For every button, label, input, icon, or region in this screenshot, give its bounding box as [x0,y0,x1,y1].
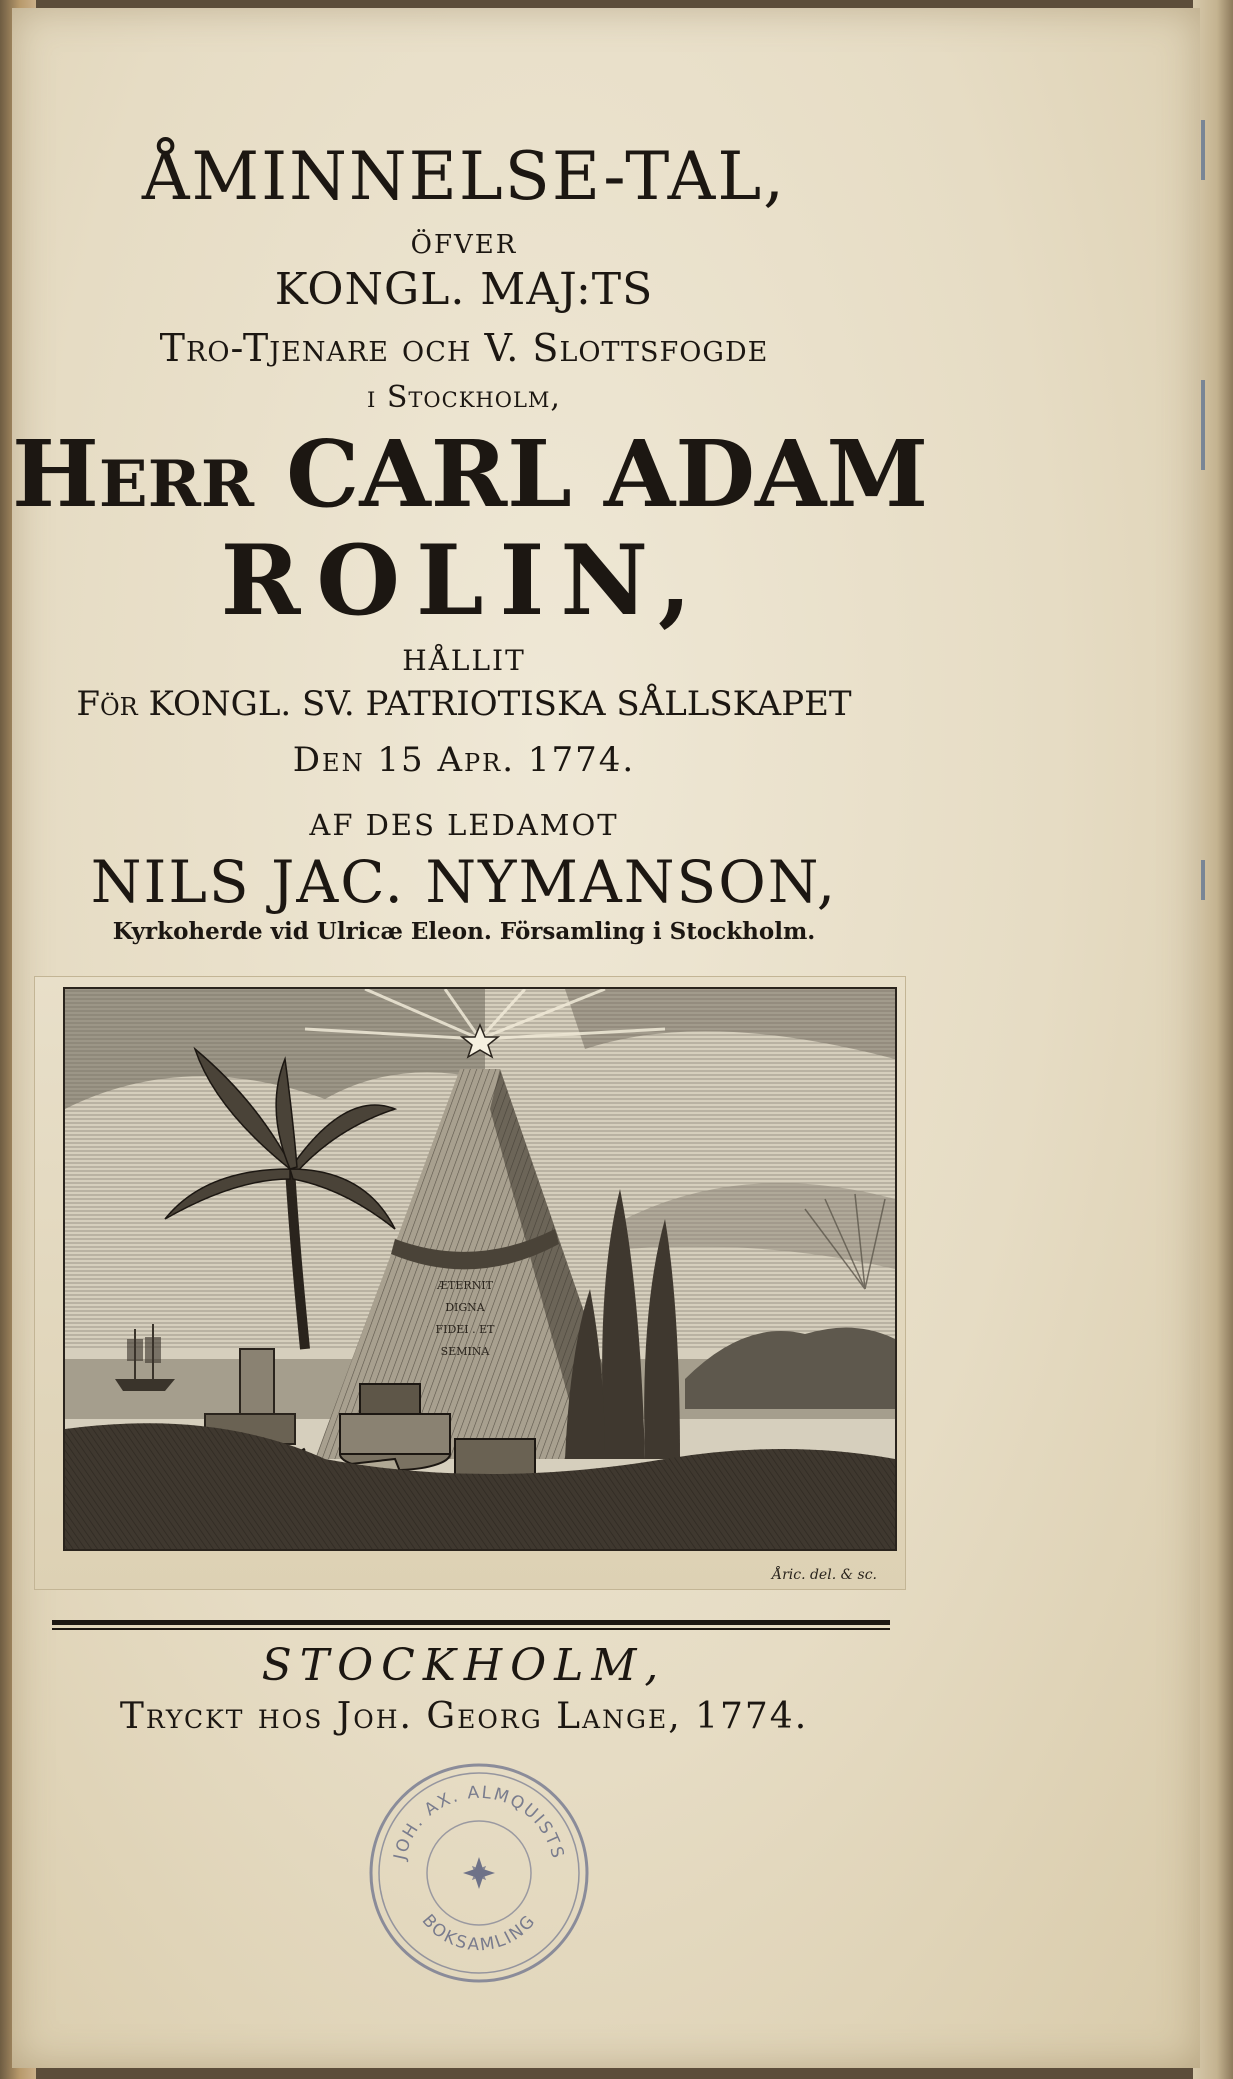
inscription-line-3: FIDEI . ET [435,1323,495,1336]
title-rolin: ROLIN, [220,524,708,637]
title-ofver: ÖFVER [410,230,518,260]
title-kongl-majts: KONGL. MAJ:TS [274,264,654,315]
engraving-illustration [63,987,897,1551]
stamp-text-bottom: BOKSAMLING [417,1910,541,1956]
title-i-stockholm: i Stockholm, [367,380,561,415]
title-sallskapet: För KONGL. SV. PATRIOTISKA SÅLLSKAPET [76,684,852,724]
inscription-line-2: DIGNA [445,1301,485,1314]
title-herr-carl-adam: Herr CARL ADAM [12,420,929,528]
library-stamp [366,1760,592,1986]
double-rule-thick [52,1620,890,1625]
obelisk-landscape-engraving [65,989,895,1549]
engraver-caption: Åric. del. & sc. [771,1567,877,1583]
title-date: Den 15 Apr. 1774. [292,740,636,780]
imprint-printer: Tryckt hos Joh. Georg Lange, 1774. [119,1696,809,1737]
inscription-line-1: ÆTERNIT [437,1279,493,1292]
title-page [12,8,1200,2068]
svg-text:BOKSAMLING [418,1911,541,1956]
title-aminnelse-tal: ÅMINNELSE-TAL, [141,138,787,215]
engraving-plate [34,976,906,1590]
imprint-city: STOCKHOLM, [261,1640,667,1691]
author-title: Kyrkoherde vid Ulricæ Eleon. Församling i Stockholm. [112,918,816,945]
title-af-des-ledamot: AF DES LEDAMOT [309,808,619,842]
stamp-text-top: JOH. AX. ALMQUISTS [390,1782,568,1862]
stamp-star-icon [463,1857,495,1889]
inscription-line-4: SEMINA [440,1345,490,1358]
almquist-stamp-seal [366,1760,592,1986]
double-rule-thin [52,1628,890,1630]
title-tro-tjenare: Tro-Tjenare och V. Slottsfogde [159,326,769,370]
title-hallit: HÅLLIT [402,644,526,677]
author-name: NILS JAC. NYMANSON, [90,848,838,916]
